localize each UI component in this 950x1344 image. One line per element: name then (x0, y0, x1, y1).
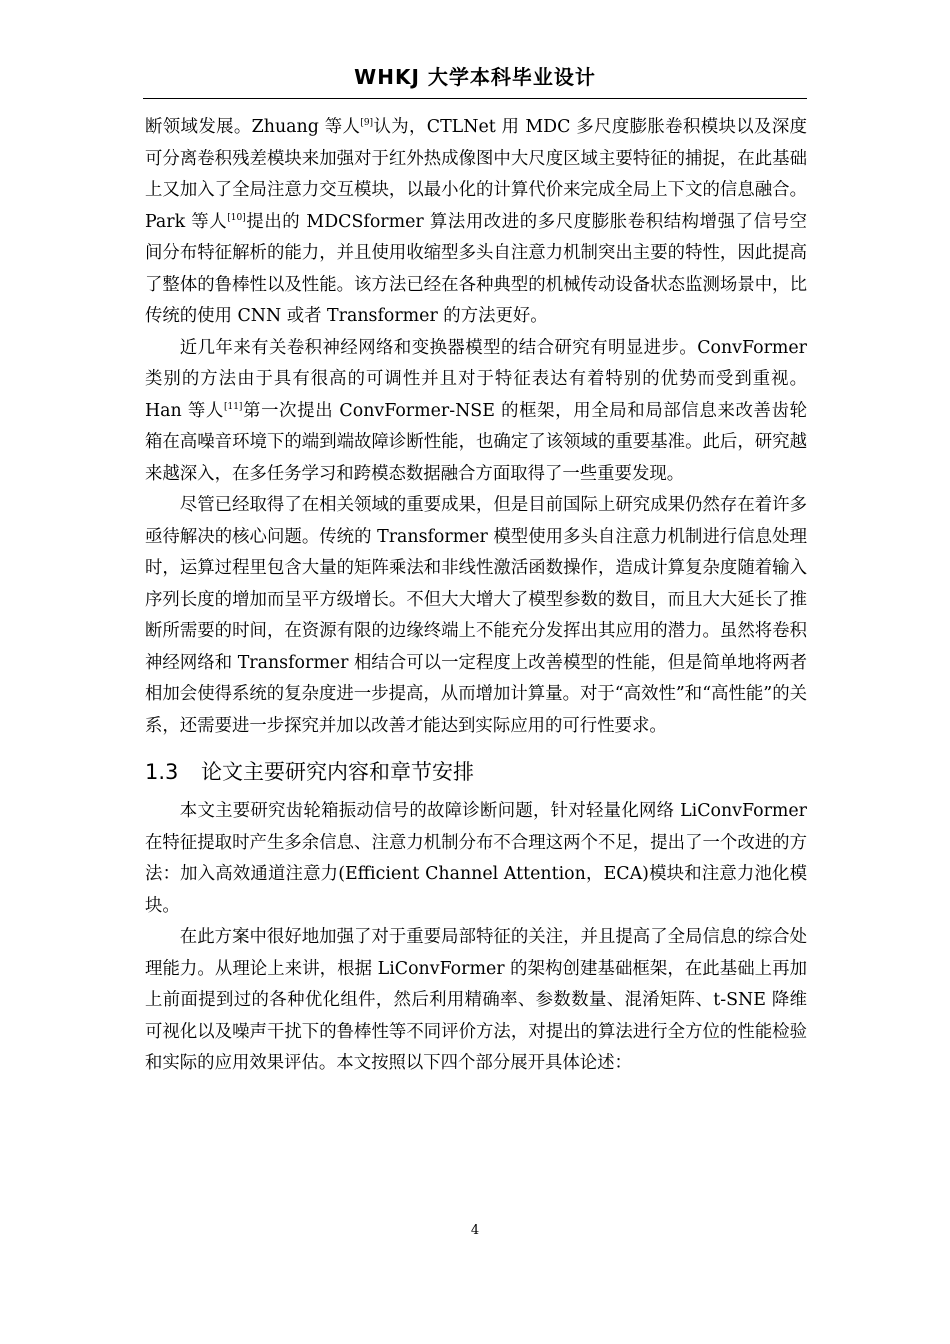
section-number: 1.3 (145, 760, 179, 784)
text-run: 断领域发展。Zhuang 等人 (145, 117, 361, 137)
paragraph-2 (145, 333, 807, 491)
header-rule (143, 98, 807, 99)
paragraph-5: 在此方案中很好地加强了对于重要局部特征的关注，并且提高了全局信息的综合处理能力。从理论上来讲，根据 LiConvFormer 的架构创建基础框架，在此基础上再加上前面提到过的各种优化组件，然后利用精确率、参数数量、混淆矩阵、t-SNE 降维可视化以及噪声干扰下的鲁棒性等不同评价方法，对提出的算法进行全方位的性能检验和实际的应用效果评估。本文按照以下四个部分展开具体论述： (145, 927, 807, 1073)
paragraph-4: 本文主要研究齿轮箱振动信号的故障诊断问题，针对轻量化网络 LiConvFormer 在特征提取时产生多余信息、注意力机制分布不合理这两个不足，提出了一个改进的方法：加入高效通道注意力(Efficient Channel Attention，ECA)模块和注意力池化模块。 (145, 801, 807, 916)
section-title: 论文主要研究内容和章节安排 (201, 760, 474, 784)
text-run: 近几年来有关卷积神经网络和变换器模型的结合研究有明显进步。ConvFormer 类别的方法由于具有很高的可调性并且对于特征表达有着特别的优势而受到重视。Han 等人 (145, 337, 807, 421)
text-run: 第一次提出 ConvFormer-NSE 的框架，用全局和局部信息来改善齿轮箱在高噪音环境下的端到端故障诊断性能，也确定了该领域的重要基准。此后，研究越来越深入，在多任务学习和跨模态数据融合方面取得了一些重要发现。 (145, 400, 807, 484)
paragraph-1 (145, 112, 807, 333)
paragraph-3: 尽管已经取得了在相关领域的重要成果，但是目前国际上研究成果仍然存在着许多亟待解决的核心问题。传统的 Transformer 模型使用多头自注意力机制进行信息处理时，运算过程里包含大量的矩阵乘法和非线性激活函数操作，造成计算复杂度随着输入序列长度的增加而呈平方级增长。不但大大增大了模型参数的数目，而且大大延长了推断所需要的时间，在资源有限的边缘终端上不能充分发挥出其应用的潜力。虽然将卷积神经网络和 Transformer 相结合可以一定程度上改善模型的性能，但是简单地将两者相加会使得系统的复杂度进一步提高，从而增加计算量。对于“高效性”和“高性能”的关系，还需要进一步探究并加以改善才能达到实际应用的可行性要求。 (145, 495, 807, 736)
page-number: 4 (470, 1223, 480, 1238)
running-header: WHKJ 大学本科毕业设计 (354, 65, 596, 89)
text-run: 提出的 MDCSformer 算法用改进的多尺度膨胀卷积结构增强了信号空间分布特征解析的能力，并且使用收缩型多头自注意力机制突出主要的特性，因此提高了整体的鲁棒性以及性能。该方法已经在各种典型的机械传动设备状态监测场景中，比传统的使用 CNN 或者 Transformer 的方法更好。 (145, 211, 808, 326)
citation: [11] (223, 401, 243, 412)
section-heading (145, 755, 807, 789)
citation: [9] (360, 118, 374, 128)
body-text (145, 112, 807, 1080)
text-run: 认为，CTLNet 用 MDC 多尺度膨胀卷积模块以及深度可分离卷积残差模块来加强对于红外热成像图中大尺度区域主要特征的捕捉，在此基础上又加入了全局注意力交互模块，以最小化的计算代价来完成全局上下文的信息融合。Park 等人 (145, 117, 808, 232)
citation: [10] (227, 212, 246, 223)
